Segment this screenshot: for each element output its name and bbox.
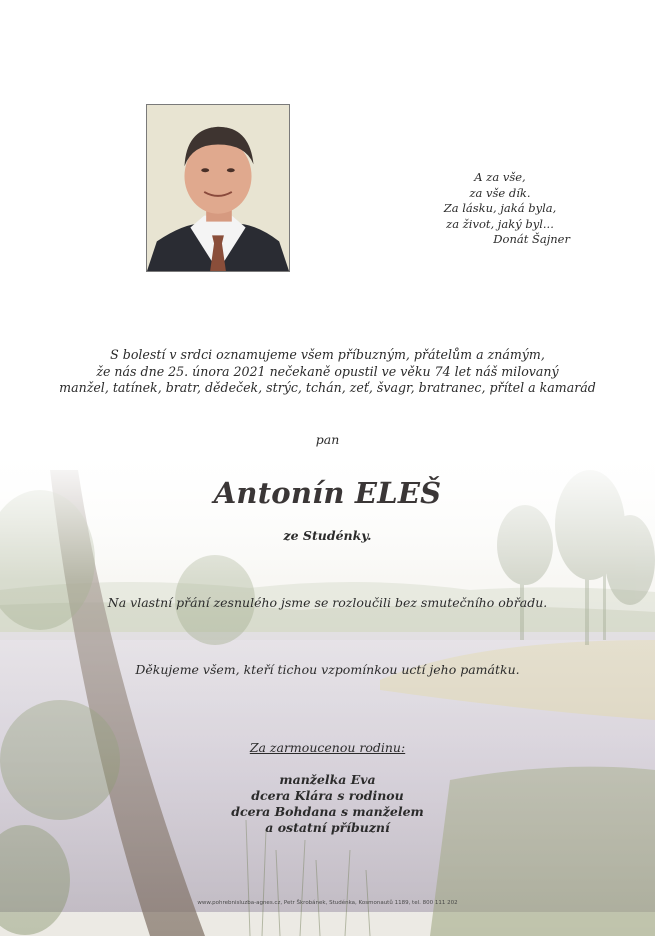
announcement-text (0, 347, 655, 397)
deceased-name: Antonín ELEŠ (213, 476, 442, 510)
quote-author: Donát Šajner (493, 232, 570, 246)
deceased-origin: ze Studénky. (283, 528, 372, 543)
announcement-line: S bolestí v srdci oznamujeme všem příbuzným, přátelům a známým, (110, 347, 545, 362)
quote-line: za vše dík. (469, 185, 531, 200)
ceremony-note: Na vlastní přání zesnulého jsme se rozloučili bez smutečního obřadu. (107, 595, 548, 610)
family-member: dcera Bohdana s manželem (231, 804, 424, 819)
quote-line: Za lásku, jaká byla, (443, 201, 557, 215)
thanks-note: Děkujeme všem, kteří tichou vzpomínkou uctí jeho památku. (135, 662, 520, 677)
title-pan: pan (315, 432, 340, 447)
quote-line: za život, jaký byl... (446, 216, 554, 231)
quote-line: A za vše, (474, 170, 526, 184)
portrait-photo (146, 104, 290, 272)
family-member: manželka Eva (279, 772, 376, 787)
family-member: dcera Klára s rodinou (251, 788, 404, 803)
announcement-line: manžel, tatínek, bratr, dědeček, strýc, tchán, zeť, švagr, bratranec, přítel a kamarád (59, 380, 596, 395)
announcement-line: že nás dne 25. února 2021 nečekaně opustil ve věku 74 let náš milovaný (96, 363, 559, 379)
family-members (0, 772, 655, 836)
funeral-service-footer: www.pohrebnisluzba-agnes.cz, Petr Škrobánek, Studénka, Kosmonautů 1189, tel. 800 111 202 (197, 900, 458, 906)
family-heading: Za zarmoucenou rodinu: (249, 740, 406, 755)
memorial-quote (400, 170, 570, 248)
family-member: a ostatní příbuzní (265, 820, 390, 835)
